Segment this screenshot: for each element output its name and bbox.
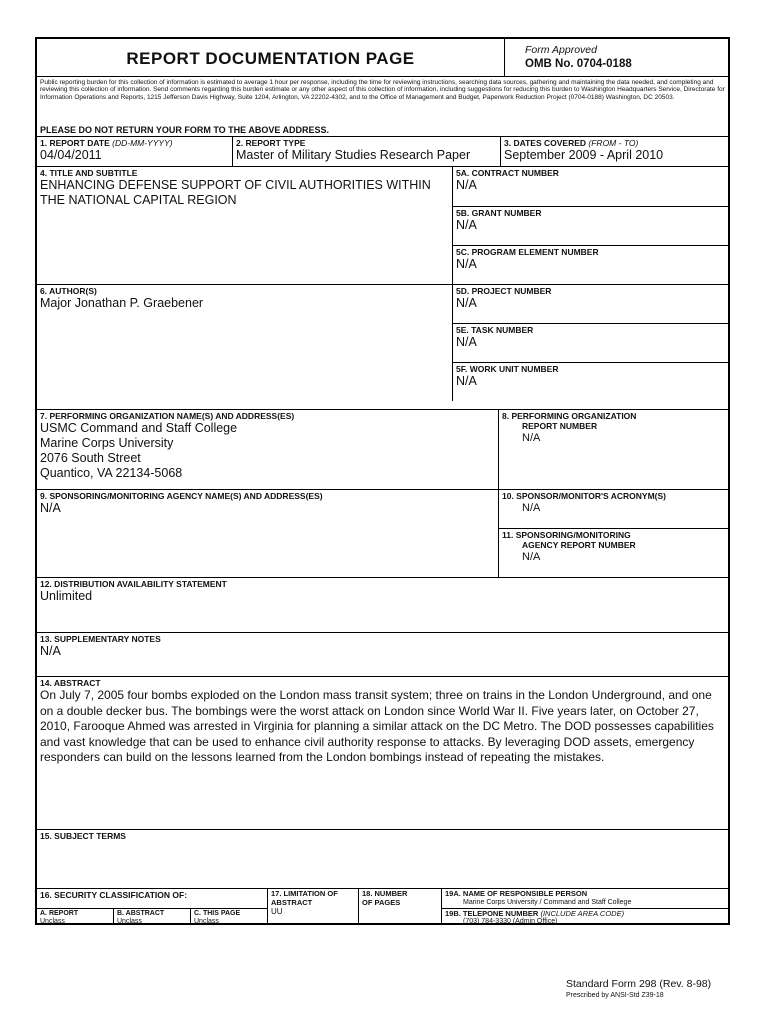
report-date-value: 04/04/2011 [40, 148, 102, 162]
responsible-person-value: Marine Corps University / Command and Staff College [463, 898, 632, 906]
telephone-value: (703) 784-3330 (Admin Office) [463, 918, 558, 925]
distribution-label: 12. DISTRIBUTION AVAILABILITY STATEMENT [40, 579, 227, 589]
author-label: 6. AUTHOR(S) [40, 286, 97, 296]
limitation-value: UU [271, 907, 283, 916]
performing-organization-field[interactable] [37, 409, 498, 489]
sponsor-report-number-field[interactable] [498, 528, 728, 577]
sponsor-report-label-1: 11. SPONSORING/MONITORING [502, 530, 631, 540]
performing-org-line-1: USMC Command and Staff College [40, 421, 238, 435]
number-of-pages-label-1: 18. NUMBER [362, 889, 408, 898]
dates-covered-hint: (FROM - TO) [588, 138, 639, 148]
work-unit-value: N/A [456, 374, 477, 388]
supplementary-notes-label: 13. SUPPLEMENTARY NOTES [40, 634, 161, 644]
title-value: ENHANCING DEFENSE SUPPORT OF CIVIL AUTHORITIES WITHIN THE NATIONAL CAPITAL REGION [40, 178, 431, 207]
performing-org-line-4: Quantico, VA 22134-5068 [40, 466, 183, 480]
author-field[interactable] [37, 284, 452, 401]
performing-org-line-3: 2076 South Street [40, 451, 141, 465]
form-number: Standard Form 298 (Rev. 8-98) [566, 978, 712, 990]
sponsor-acronym-label: 10. SPONSOR/MONITOR'S ACRONYM(S) [502, 491, 667, 501]
report-classification-value: Unclass [40, 918, 65, 925]
omb-box [504, 39, 730, 76]
report-date-field[interactable] [37, 136, 232, 166]
title-field[interactable] [37, 166, 452, 284]
distribution-value: Unlimited [40, 589, 93, 603]
supplementary-notes-value: N/A [40, 644, 61, 658]
sponsor-report-label-2: AGENCY REPORT NUMBER [522, 540, 636, 550]
limitation-label-1: 17. LIMITATION OF [271, 889, 338, 898]
sponsor-report-value: N/A [522, 551, 541, 563]
report-type-value: Master of Military Studies Research Paper [236, 148, 471, 162]
sponsoring-agency-label: 9. SPONSORING/MONITORING AGENCY NAME(S) AND ADDRESS(ES) [40, 491, 323, 501]
page-classification-label: C. THIS PAGE [194, 910, 241, 917]
contract-number-value: N/A [456, 178, 477, 192]
page-classification-value: Unclass [194, 918, 219, 925]
number-of-pages-label-2: OF PAGES [362, 897, 401, 907]
performing-org-line-2: Marine Corps University [40, 436, 174, 450]
prescribed-by: Prescribed by ANSI-Std Z39-18 [566, 992, 664, 999]
program-element-field[interactable] [452, 245, 728, 284]
report-type-field[interactable] [232, 136, 500, 166]
grant-number-label: 5B. GRANT NUMBER [456, 208, 542, 218]
sponsor-acronym-value: N/A [522, 502, 541, 514]
dates-covered-label: 3. DATES COVERED [504, 138, 587, 148]
project-number-value: N/A [456, 296, 477, 310]
project-number-label: 5D. PROJECT NUMBER [456, 286, 552, 296]
burden-statement: Public reporting burden for this collection of information is estimated to average 1 hour per response, including the time for reviewing instructions, searching data sources, gathering and maintaining the data needed, and completing and reviewing this collection of information. Send comments regarding this burden estimate or any other aspect of this collection of information, including suggestions for reducing this burden to Washington Headquarters Service, Directorate for Information Operations and Reports, 1215 Jefferson Davis Highway, Suite 1204, Arlington, VA 22202-4302, and to the Office of Management and Budget, Paperwork Reduction Project (0704-0188) Washington, DC 20503. [40, 79, 725, 101]
performing-report-label-1: 8. PERFORMING ORGANIZATION [502, 411, 637, 421]
report-documentation-form [35, 37, 730, 925]
omb-number: OMB No. 0704-0188 [525, 58, 632, 70]
sponsoring-agency-field[interactable] [37, 489, 498, 577]
contract-number-field[interactable] [452, 166, 728, 206]
contract-number-label: 5A. CONTRACT NUMBER [456, 168, 559, 178]
telephone-label: 19B. TELEPONE NUMBER [445, 909, 539, 918]
performing-report-number-field[interactable] [498, 409, 728, 489]
distribution-field[interactable] [37, 577, 728, 632]
performing-report-value: N/A [522, 432, 541, 444]
grant-number-value: N/A [456, 218, 477, 232]
performing-organization-label: 7. PERFORMING ORGANIZATION NAME(S) AND ADDRESS(ES) [40, 411, 295, 421]
subject-terms-label: 15. SUBJECT TERMS [40, 831, 126, 841]
dates-covered-field[interactable] [500, 136, 728, 166]
number-of-pages-field[interactable] [358, 888, 441, 925]
abstract-field[interactable] [37, 676, 728, 829]
report-date-hint: (DD-MM-YYYY) [112, 138, 173, 148]
abstract-label: 14. ABSTRACT [40, 678, 101, 688]
report-classification-field[interactable] [37, 908, 113, 925]
task-number-value: N/A [456, 335, 477, 349]
security-classification-label: 16. SECURITY CLASSIFICATION OF: [40, 890, 188, 900]
program-element-value: N/A [456, 257, 477, 271]
supplementary-notes-field[interactable] [37, 632, 728, 676]
burden-statement-box [37, 76, 728, 136]
abstract-classification-value: Unclass [117, 918, 142, 925]
performing-report-label-2: REPORT NUMBER [522, 421, 598, 431]
responsible-person-label: 19A. NAME OF RESPONSIBLE PERSON [445, 889, 588, 898]
abstract-classification-field[interactable] [113, 908, 190, 925]
subject-terms-field[interactable] [37, 829, 728, 888]
title-label: 4. TITLE AND SUBTITLE [40, 168, 138, 178]
abstract-value: On July 7, 2005 four bombs exploded on the London mass transit system; three on trains in the London Underground, and one on a double decker bus. The bombings were the worst attack on London since World War II. Five years later, on October 27, 2010, Farooque Ahmed was arrested in Virginia for planning a similar attack on the DC Metro. The DOD possesses capabilities and vast knowledge that can be used to enhance civil authority response to attacks. By leveraging DOD assets, emergency responders can build on the lessons learned from the London bombings instead of repeating the mistakes. [40, 688, 714, 764]
abstract-classification-label: B. ABSTRACT [117, 910, 165, 917]
report-classification-label: A. REPORT [40, 910, 79, 917]
task-number-field[interactable] [452, 323, 728, 362]
report-date-label: 1. REPORT DATE [40, 138, 110, 148]
author-value: Major Jonathan P. Graebener [40, 296, 204, 310]
sponsoring-agency-value: N/A [40, 501, 61, 515]
dates-covered-value: September 2009 - April 2010 [504, 148, 664, 162]
work-unit-label: 5F. WORK UNIT NUMBER [456, 364, 559, 374]
task-number-label: 5E. TASK NUMBER [456, 325, 534, 335]
grant-number-field[interactable] [452, 206, 728, 245]
telephone-hint: (INCLUDE AREA CODE) [540, 909, 625, 918]
responsible-person-field[interactable] [441, 888, 728, 908]
project-number-field[interactable] [452, 284, 728, 323]
page-classification-field[interactable] [190, 908, 267, 925]
security-classification-field [37, 888, 267, 908]
limitation-label-2: ABSTRACT [271, 897, 313, 907]
do-not-return-notice: PLEASE DO NOT RETURN YOUR FORM TO THE ABOVE ADDRESS. [40, 125, 330, 135]
sponsor-acronym-field[interactable] [498, 489, 728, 528]
telephone-field[interactable] [441, 908, 728, 925]
work-unit-field[interactable] [452, 362, 728, 401]
report-type-label: 2. REPORT TYPE [236, 138, 306, 148]
form-approved-label: Form Approved [525, 44, 597, 56]
form-title: REPORT DOCUMENTATION PAGE [126, 49, 415, 68]
limitation-field[interactable] [267, 888, 358, 925]
program-element-label: 5C. PROGRAM ELEMENT NUMBER [456, 247, 599, 257]
